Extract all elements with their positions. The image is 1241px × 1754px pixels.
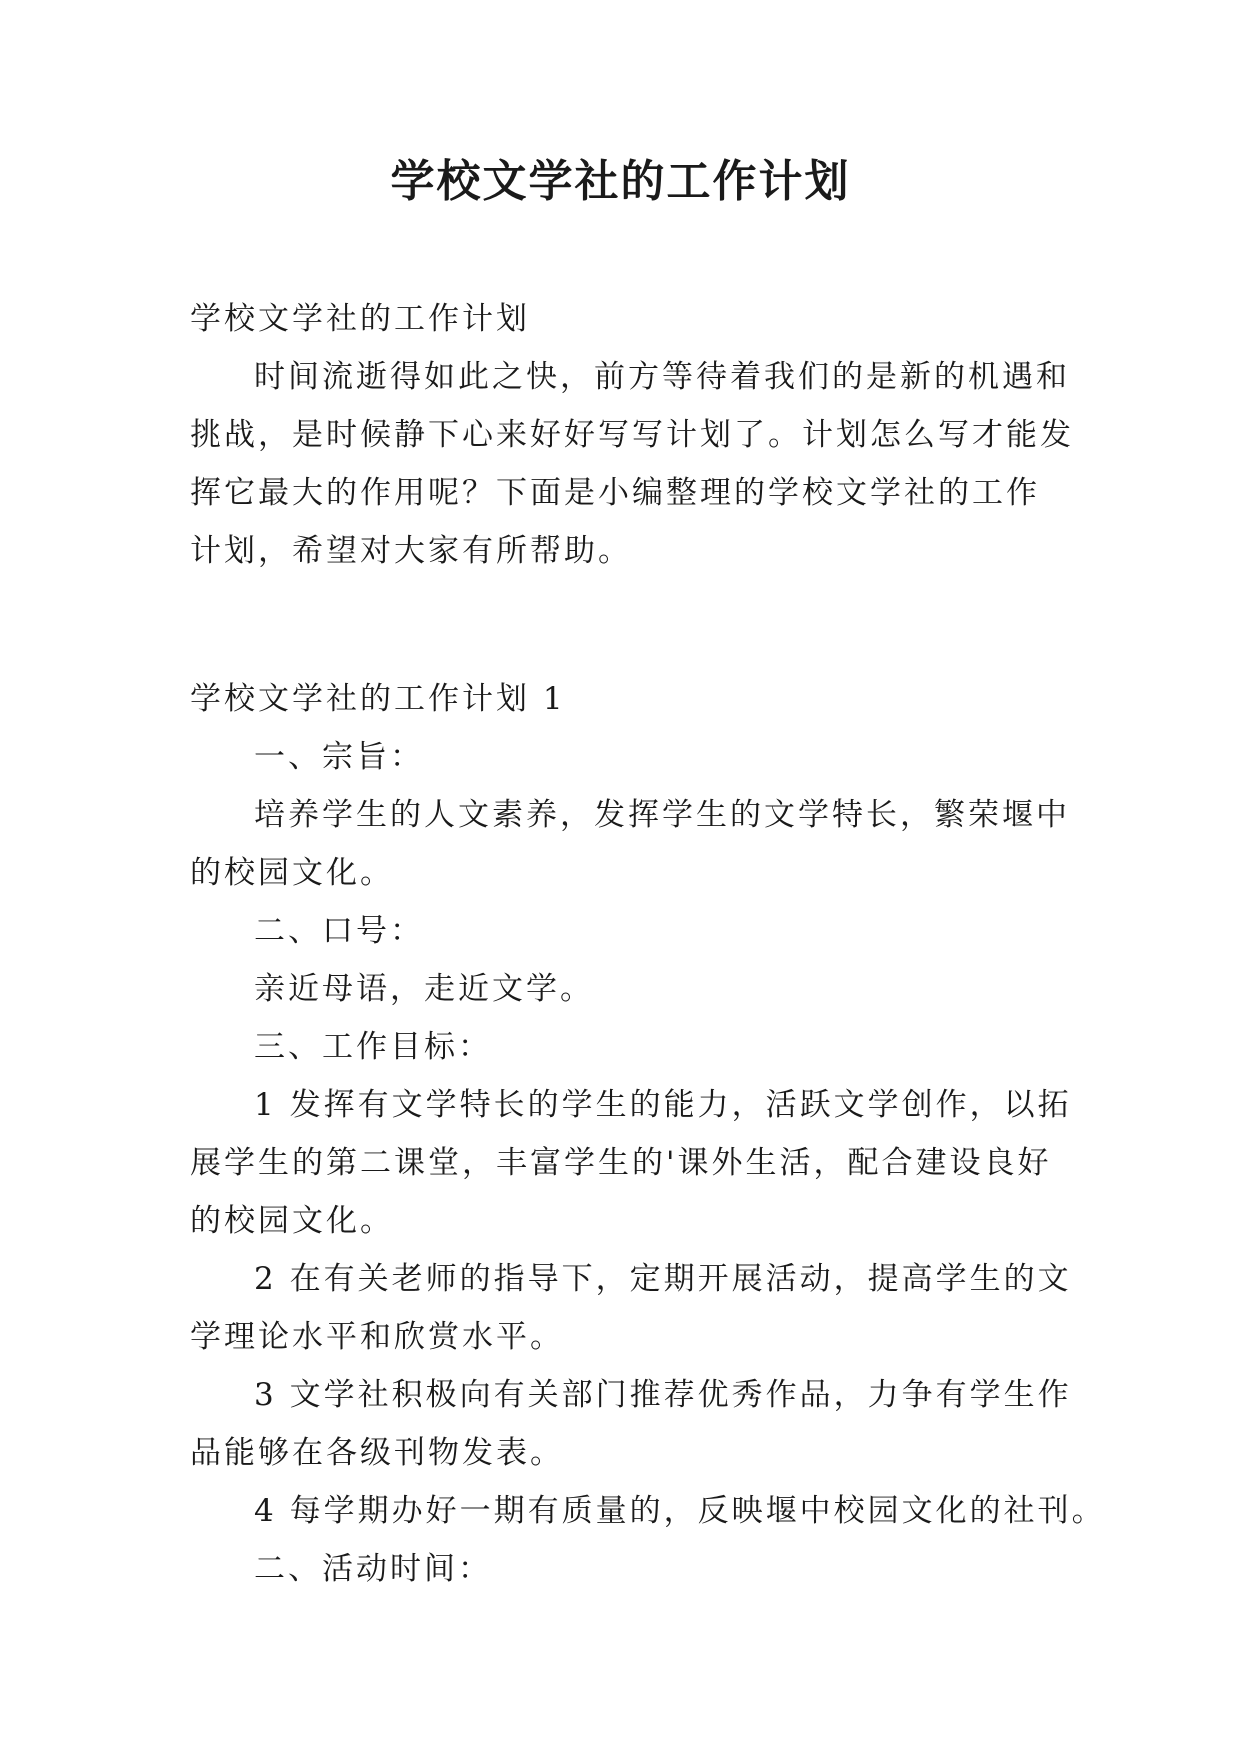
- text-line: 学校文学社的工作计划: [190, 301, 530, 337]
- text-line: 培养学生的人文素养，发挥学生的文学特长，繁荣堰中: [254, 797, 1070, 833]
- text-line: 二、活动时间：: [254, 1551, 492, 1587]
- text-line: 时间流逝得如此之快，前方等待着我们的是新的机遇和: [254, 359, 1070, 395]
- text-line: 亲近母语，走近文学。: [254, 971, 594, 1007]
- text-line: 三、工作目标：: [254, 1029, 492, 1065]
- text-line: 计划，希望对大家有所帮助。: [190, 533, 632, 569]
- paragraph-gap: [190, 596, 1070, 654]
- text-line: 展学生的第二课堂，丰富学生的'课外生活，配合建设良好: [190, 1145, 1052, 1181]
- text-line: 品能够在各级刊物发表。: [190, 1435, 564, 1471]
- document-body: [190, 290, 1106, 1598]
- text-line: 学理论水平和欣赏水平。: [190, 1319, 564, 1355]
- text-line: 一、宗旨：: [254, 739, 424, 775]
- text-line: 4 每学期办好一期有质量的，反映堰中校园文化的社刊。: [254, 1493, 1106, 1529]
- text-line: 的校园文化。: [190, 1203, 394, 1239]
- text-line: 的校园文化。: [190, 855, 394, 891]
- text-line: 1 发挥有文学特长的学生的能力，活跃文学创作，以拓: [254, 1087, 1072, 1123]
- text-line: 二、口号：: [254, 913, 424, 949]
- text-line: 3 文学社积极向有关部门推荐优秀作品，力争有学生作: [254, 1377, 1072, 1413]
- document-title: 学校文学社的工作计划: [390, 156, 851, 207]
- text-line: 学校文学社的工作计划 1: [190, 681, 566, 717]
- text-line: 挑战，是时候静下心来好好写写计划了。计划怎么写才能发: [190, 417, 1074, 453]
- text-line: 2 在有关老师的指导下，定期开展活动，提高学生的文: [254, 1261, 1072, 1297]
- text-line: 挥它最大的作用呢？下面是小编整理的学校文学社的工作: [190, 475, 1040, 511]
